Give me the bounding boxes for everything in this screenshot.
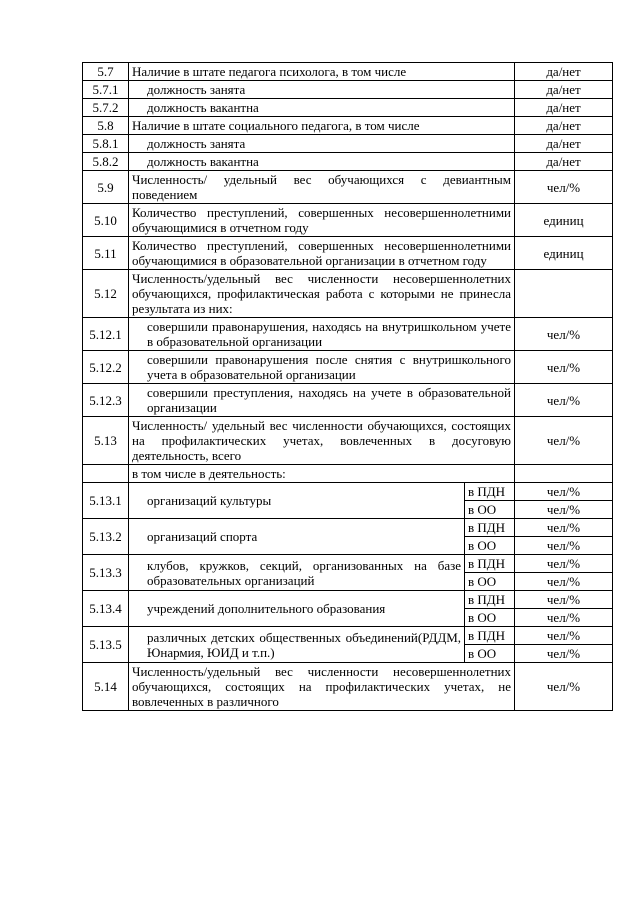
row-number: 5.12.1	[83, 318, 129, 351]
sub-category-pdn: в ПДН	[465, 483, 515, 501]
table-row	[83, 81, 613, 99]
row-unit: чел/%	[515, 501, 613, 519]
row-description: должность занята	[129, 81, 515, 99]
row-number	[83, 465, 129, 483]
row-description: совершили правонарушения после снятия с внутришкольного учета в образовательной организации	[129, 351, 515, 384]
row-description: должность занята	[129, 135, 515, 153]
sub-category-oo: в ОО	[465, 537, 515, 555]
table-row	[83, 384, 613, 417]
sub-category-pdn: в ПДН	[465, 591, 515, 609]
table-row	[83, 417, 613, 465]
row-unit: да/нет	[515, 117, 613, 135]
sub-category-oo: в ОО	[465, 609, 515, 627]
row-unit: да/нет	[515, 135, 613, 153]
row-unit: чел/%	[515, 645, 613, 663]
row-unit: единиц	[515, 237, 613, 270]
row-number: 5.9	[83, 171, 129, 204]
table-row	[83, 63, 613, 81]
row-number: 5.7	[83, 63, 129, 81]
row-number: 5.8	[83, 117, 129, 135]
row-description: клубов, кружков, секций, организованных на базе образовательных организаций	[129, 555, 465, 591]
table-row	[83, 627, 613, 645]
sub-category-oo: в ОО	[465, 501, 515, 519]
row-unit: да/нет	[515, 81, 613, 99]
row-number: 5.8.1	[83, 135, 129, 153]
sub-category-pdn: в ПДН	[465, 627, 515, 645]
row-description: учреждений дополнительного образования	[129, 591, 465, 627]
row-unit: чел/%	[515, 171, 613, 204]
row-unit: чел/%	[515, 591, 613, 609]
table-row	[83, 153, 613, 171]
row-number: 5.13	[83, 417, 129, 465]
row-unit	[515, 270, 613, 318]
table-row	[83, 663, 613, 711]
row-description: Численность/удельный вес численности несовершеннолетних обучающихся, состоящих на профилактических учетах, не вовлеченных в различного	[129, 663, 515, 711]
row-number: 5.10	[83, 204, 129, 237]
row-description: различных детских общественных объединений(РДДМ, Юнармия, ЮИД и т.п.)	[129, 627, 465, 663]
row-number: 5.13.2	[83, 519, 129, 555]
row-description: должность вакантна	[129, 99, 515, 117]
row-unit: чел/%	[515, 555, 613, 573]
table-row	[83, 117, 613, 135]
row-unit	[515, 465, 613, 483]
row-unit: чел/%	[515, 384, 613, 417]
row-unit: чел/%	[515, 627, 613, 645]
indicators-table	[82, 62, 613, 711]
table-row	[83, 318, 613, 351]
sub-category-oo: в ОО	[465, 645, 515, 663]
row-description: Количество преступлений, совершенных несовершеннолетними обучающимися в отчетном году	[129, 204, 515, 237]
row-description: совершили правонарушения, находясь на внутришкольном учете в образовательной организации	[129, 318, 515, 351]
row-unit: единиц	[515, 204, 613, 237]
row-unit: чел/%	[515, 318, 613, 351]
row-number: 5.7.1	[83, 81, 129, 99]
row-unit: чел/%	[515, 573, 613, 591]
row-unit: чел/%	[515, 537, 613, 555]
table-row	[83, 351, 613, 384]
row-number: 5.13.5	[83, 627, 129, 663]
row-unit: чел/%	[515, 663, 613, 711]
row-number: 5.13.4	[83, 591, 129, 627]
sub-category-pdn: в ПДН	[465, 519, 515, 537]
row-number: 5.7.2	[83, 99, 129, 117]
row-description: в том числе в деятельность:	[129, 465, 515, 483]
table-row	[83, 171, 613, 204]
table-row	[83, 204, 613, 237]
row-unit: чел/%	[515, 483, 613, 501]
sub-category-oo: в ОО	[465, 573, 515, 591]
row-number: 5.13.3	[83, 555, 129, 591]
row-description: организаций спорта	[129, 519, 465, 555]
row-description: Количество преступлений, совершенных несовершеннолетними обучающимися в образовательной организации в отчетном году	[129, 237, 515, 270]
table-row	[83, 555, 613, 573]
row-description: Численность/ удельный вес обучающихся с девиантным поведением	[129, 171, 515, 204]
row-number: 5.12.2	[83, 351, 129, 384]
row-number: 5.13.1	[83, 483, 129, 519]
table-row	[83, 270, 613, 318]
sub-category-pdn: в ПДН	[465, 555, 515, 573]
table-row	[83, 465, 613, 483]
row-unit: чел/%	[515, 609, 613, 627]
row-unit: чел/%	[515, 519, 613, 537]
row-number: 5.11	[83, 237, 129, 270]
row-unit: да/нет	[515, 99, 613, 117]
row-number: 5.12	[83, 270, 129, 318]
row-unit: да/нет	[515, 153, 613, 171]
row-description: Численность/удельный вес численности несовершеннолетних обучающихся, профилактическая работа с которыми не принесла результата из них:	[129, 270, 515, 318]
row-description: Численность/ удельный вес численности обучающихся, состоящих на профилактических учетах, вовлеченных в досуговую деятельность, всего	[129, 417, 515, 465]
row-description: организаций культуры	[129, 483, 465, 519]
row-description: Наличие в штате социального педагога, в том числе	[129, 117, 515, 135]
table-row	[83, 135, 613, 153]
table-row	[83, 591, 613, 609]
table-row	[83, 483, 613, 501]
row-unit: чел/%	[515, 351, 613, 384]
row-description: должность вакантна	[129, 153, 515, 171]
table-row	[83, 237, 613, 270]
row-number: 5.8.2	[83, 153, 129, 171]
row-description: Наличие в штате педагога психолога, в том числе	[129, 63, 515, 81]
table-row	[83, 99, 613, 117]
table-row	[83, 519, 613, 537]
row-number: 5.12.3	[83, 384, 129, 417]
row-unit: чел/%	[515, 417, 613, 465]
row-number: 5.14	[83, 663, 129, 711]
row-description: совершили преступления, находясь на учете в образовательной организации	[129, 384, 515, 417]
row-unit: да/нет	[515, 63, 613, 81]
